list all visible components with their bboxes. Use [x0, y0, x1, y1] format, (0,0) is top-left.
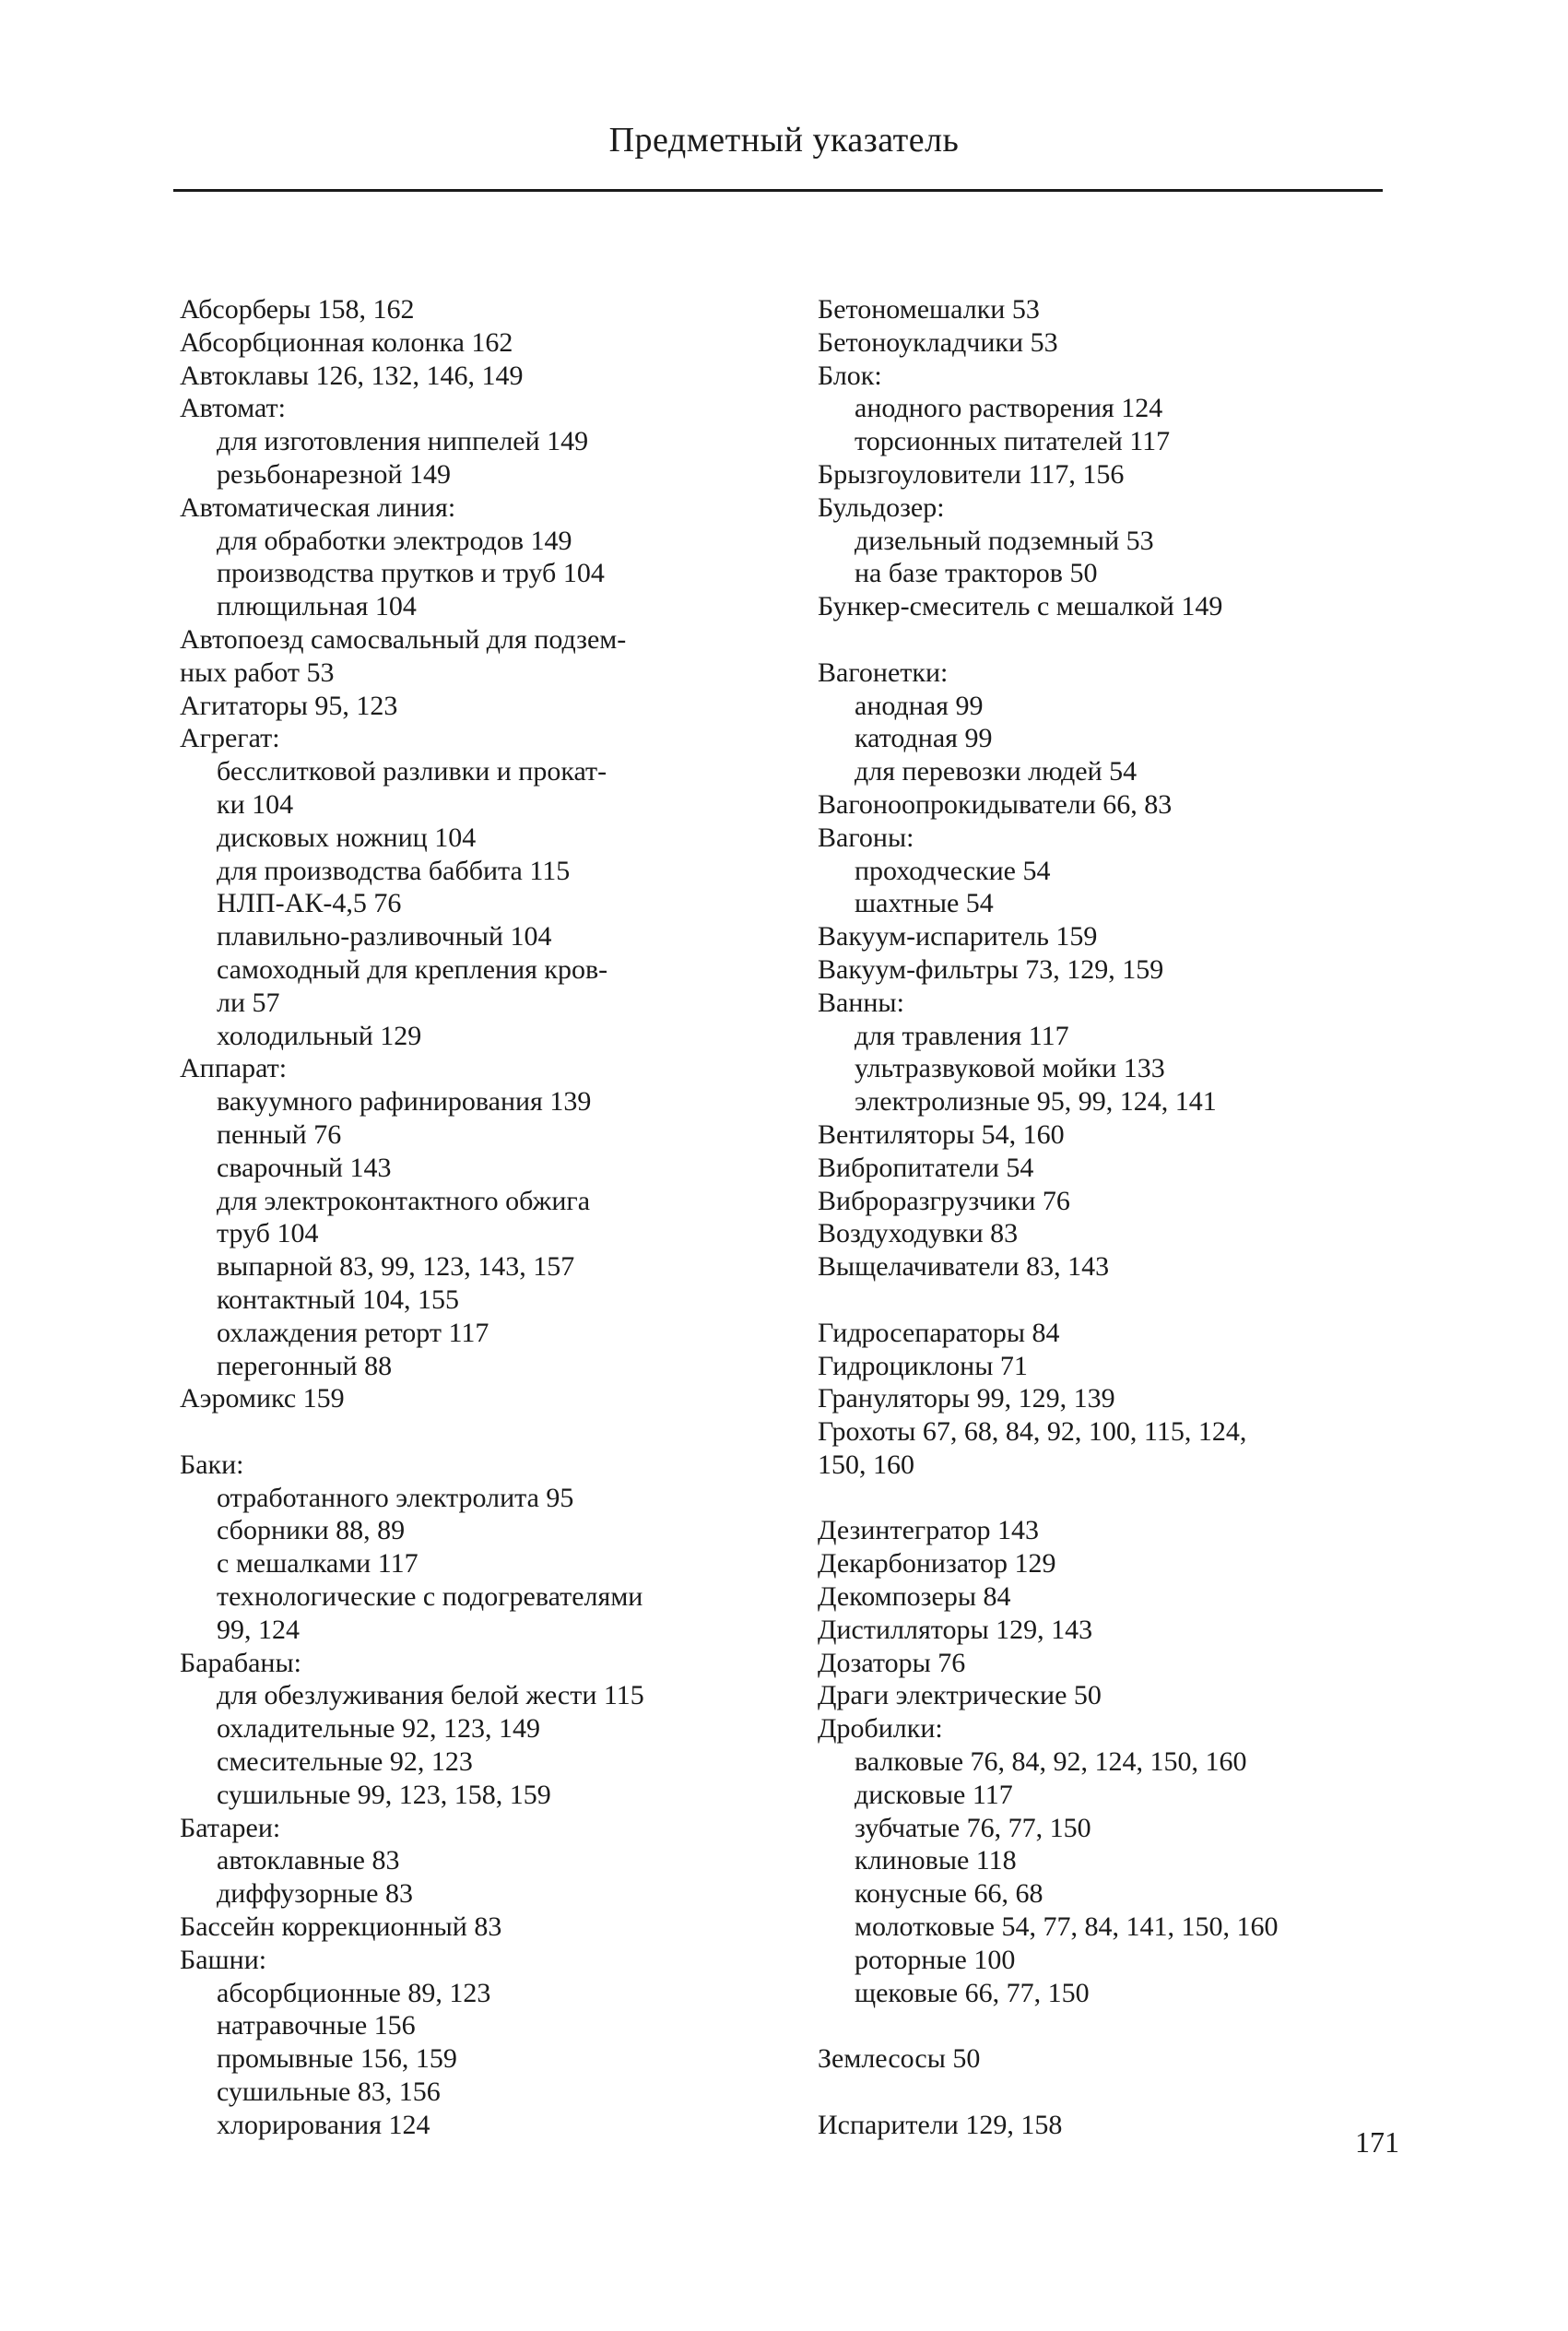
spacer	[818, 2009, 1426, 2042]
index-subentry: холодильный 129	[217, 1020, 422, 1051]
index-subentry: сушильные 83, 156	[217, 2077, 441, 2108]
index-subentry: анодная 99	[855, 690, 984, 721]
index-entry: Бульдозер:	[818, 491, 945, 523]
index-subentry: перегонный 88	[217, 1350, 393, 1381]
spacer	[818, 2076, 1426, 2109]
index-subentry: для травления 117	[855, 1020, 1069, 1051]
index-subentry: роторные 100	[855, 1944, 1016, 1975]
index-entry: Землесосы 50	[818, 2043, 981, 2075]
index-column-right	[818, 293, 1426, 2142]
index-subentry: самоходный для крепления кров-	[217, 953, 608, 985]
index-subentry: для обработки электродов 149	[217, 525, 572, 556]
index-subentry: плавильно-разливочный 104	[217, 921, 552, 953]
index-entry: Автоматическая линия:	[180, 491, 456, 523]
spacer	[180, 1415, 770, 1449]
index-entry: Виброразгрузчики 76	[818, 1185, 1070, 1216]
index-subentry: клиновые 118	[855, 1845, 1017, 1876]
index-subentry: зубчатые 76, 77, 150	[855, 1812, 1091, 1843]
index-entry: Вибропитатели 54	[818, 1152, 1034, 1183]
index-subentry: ультразвуковой мойки 133	[855, 1053, 1165, 1084]
index-subentry: щековые 66, 77, 150	[855, 1977, 1090, 2008]
index-subentry: абсорбционные 89, 123	[217, 1977, 491, 2008]
index-entry: Брызгоуловители 117, 156	[818, 458, 1125, 490]
index-entry: Воздуходувки 83	[818, 1218, 1019, 1249]
index-subentry: 99, 124	[217, 1614, 300, 1645]
index-entry: Бетономешалки 53	[818, 294, 1040, 325]
index-subentry: анодного растворения 124	[855, 393, 1163, 424]
index-subentry: сборники 88, 89	[217, 1515, 406, 1546]
spacer	[818, 623, 1426, 657]
index-subentry: сварочный 143	[217, 1152, 392, 1183]
index-entry: Бункер-смеситель с мешалкой 149	[818, 591, 1223, 622]
index-entry: Бассейн коррекционный 83	[180, 1911, 502, 1943]
index-entry: Автопоезд самосвальный для подзем-	[180, 623, 627, 655]
index-entry: Дистилляторы 129, 143	[818, 1614, 1093, 1645]
index-entry: Бетоноукладчики 53	[818, 326, 1058, 358]
index-subentry: сушильные 99, 123, 158, 159	[217, 1779, 551, 1810]
index-subentry: автоклавные 83	[217, 1845, 400, 1876]
index-subentry: смесительные 92, 123	[217, 1746, 473, 1778]
index-subentry: молотковые 54, 77, 84, 141, 150, 160	[855, 1911, 1279, 1943]
index-subentry: для изготовления ниппелей 149	[217, 426, 589, 457]
index-entry: Абсорберы 158, 162	[180, 294, 415, 325]
index-entry: ных работ 53	[180, 657, 335, 688]
index-subentry: вакуумного рафинирования 139	[217, 1086, 592, 1118]
index-subentry: охлаждения реторт 117	[217, 1317, 489, 1348]
index-entry: Декомпозеры 84	[818, 1581, 1011, 1613]
index-subentry: проходческие 54	[855, 855, 1051, 886]
index-entry: Вакуум-фильтры 73, 129, 159	[818, 953, 1164, 985]
index-subentry: контактный 104, 155	[217, 1284, 459, 1315]
index-subentry: выпарной 83, 99, 123, 143, 157	[217, 1251, 575, 1283]
index-subentry: для перевозки людей 54	[855, 756, 1138, 787]
index-entry: Вагоны:	[818, 822, 914, 853]
index-subentry: пенный 76	[217, 1118, 342, 1150]
index-entry: Абсорбционная колонка 162	[180, 326, 513, 358]
index-subentry: для обезлуживания белой жести 115	[217, 1680, 644, 1711]
index-subentry: дисковых ножниц 104	[217, 822, 477, 853]
index-entry: Драги электрические 50	[818, 1680, 1102, 1711]
index-subentry: катодная 99	[855, 723, 993, 754]
index-entry: Аппарат:	[180, 1053, 288, 1084]
index-entry: 150, 160	[818, 1449, 914, 1480]
index-subentry: охладительные 92, 123, 149	[217, 1713, 540, 1745]
page-title: Предметный указатель	[608, 121, 960, 160]
index-entry: Грохоты 67, 68, 84, 92, 100, 115, 124,	[818, 1416, 1247, 1448]
index-subentry: на базе тракторов 50	[855, 558, 1098, 589]
index-entry: Башни:	[180, 1944, 267, 1975]
index-entry: Грануляторы 99, 129, 139	[818, 1383, 1115, 1414]
index-subentry: шахтные 54	[855, 888, 994, 919]
index-entry: Испарители 129, 158	[818, 2109, 1063, 2140]
index-subentry: резьбонарезной 149	[217, 458, 451, 490]
index-entry: Дозаторы 76	[818, 1647, 966, 1678]
index-subentry: торсионных питателей 117	[855, 426, 1171, 457]
index-entry: Аэромикс 159	[180, 1383, 345, 1414]
index-subentry: промывные 156, 159	[217, 2043, 457, 2075]
spacer	[818, 1284, 1426, 1317]
index-entry: Вагоноопрокидыватели 66, 83	[818, 788, 1173, 820]
index-entry: Гидроциклоны 71	[818, 1350, 1028, 1381]
index-subentry: отработанного электролита 95	[217, 1482, 574, 1513]
index-entry: Дезинтегратор 143	[818, 1515, 1039, 1546]
spacer	[818, 1482, 1426, 1515]
index-entry: Вагонетки:	[818, 657, 949, 688]
index-subentry: хлорирования 124	[217, 2109, 430, 2140]
index-entry: Вакуум-испаритель 159	[818, 921, 1098, 953]
index-entry: Дробилки:	[818, 1713, 943, 1745]
index-entry: Агитаторы 95, 123	[180, 690, 398, 721]
index-subentry: технологические с подогревателями	[217, 1581, 643, 1613]
title-rule	[173, 189, 1383, 192]
index-entry: Вентиляторы 54, 160	[818, 1118, 1065, 1150]
index-subentry: производства прутков и труб 104	[217, 558, 605, 589]
index-subentry: плющильная 104	[217, 591, 417, 622]
index-entry: Автомат:	[180, 393, 286, 424]
index-subentry: для электроконтактного обжига	[217, 1185, 591, 1216]
index-entry: Батареи:	[180, 1812, 281, 1843]
index-subentry: с мешалками 117	[217, 1548, 419, 1580]
index-subentry: натравочные 156	[217, 2010, 416, 2041]
index-entry: Блок:	[818, 360, 882, 391]
index-entry: Барабаны:	[180, 1647, 301, 1678]
index-subentry: труб 104	[217, 1218, 319, 1249]
index-subentry: для производства баббита 115	[217, 855, 571, 886]
index-column-left	[180, 293, 770, 2142]
index-subentry: дисковые 117	[855, 1779, 1013, 1810]
index-entry: Декарбонизатор 129	[818, 1548, 1056, 1580]
index-subentry: диффузорные 83	[217, 1878, 413, 1910]
index-subentry: электролизные 95, 99, 124, 141	[855, 1086, 1217, 1118]
page-number: 171	[1355, 2125, 1399, 2159]
index-subentry: НЛП-АК-4,5 76	[217, 888, 402, 919]
index-subentry: ки 104	[217, 788, 294, 820]
index-subentry: конусные 66, 68	[855, 1878, 1043, 1910]
index-subentry: дизельный подземный 53	[855, 525, 1154, 556]
index-subentry: бесслитковой разливки и прокат-	[217, 756, 607, 787]
index-entry: Автоклавы 126, 132, 146, 149	[180, 360, 524, 391]
index-entry: Ванны:	[818, 987, 904, 1018]
index-entry: Баки:	[180, 1449, 244, 1480]
index-entry: Агрегат:	[180, 723, 280, 754]
index-entry: Выщелачиватели 83, 143	[818, 1251, 1110, 1283]
index-subentry: валковые 76, 84, 92, 124, 150, 160	[855, 1746, 1247, 1778]
index-subentry: ли 57	[217, 987, 280, 1018]
index-entry: Гидросепараторы 84	[818, 1317, 1060, 1348]
